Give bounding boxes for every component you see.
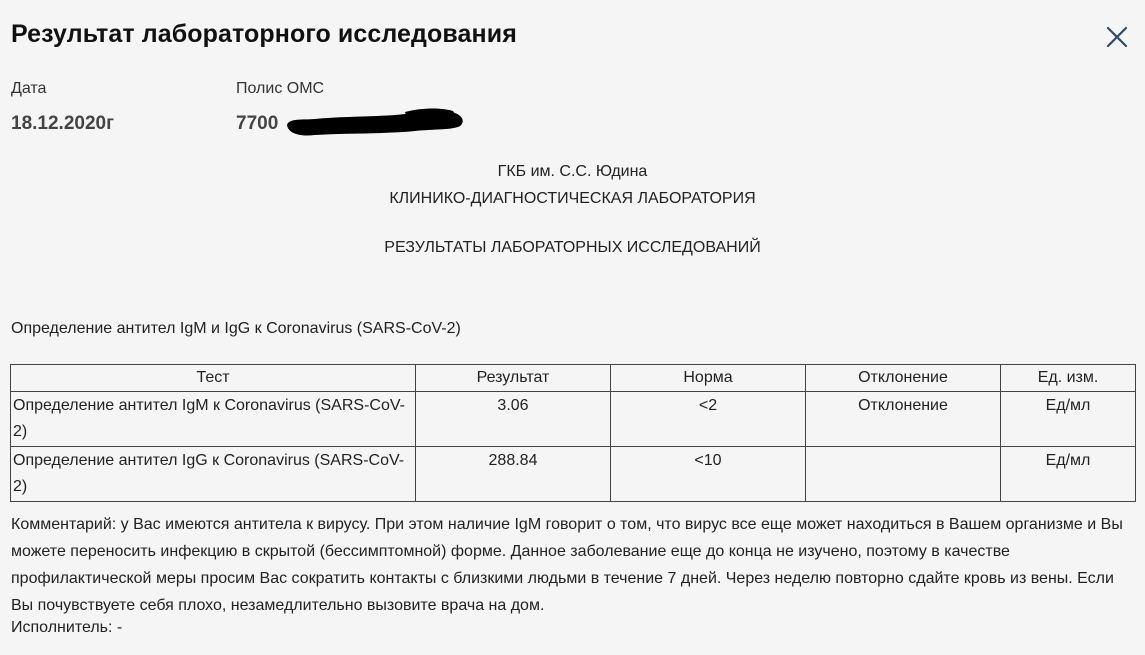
table-row [11,392,1136,447]
result-cell: 3.06 [416,392,611,447]
policy-redaction-mark [285,108,467,145]
results-table [10,364,1136,502]
close-button[interactable] [1105,25,1129,49]
column-header-unit: Ед. изм. [1001,365,1136,392]
unit-cell: Ед/мл [1001,447,1136,502]
column-header-norm: Норма [611,365,806,392]
norm-cell: <2 [611,392,806,447]
table-header-row [11,365,1136,392]
deviation-cell: Отклонение [806,392,1001,447]
policy-label: Полис ОМС [236,80,325,97]
close-icon [1105,25,1129,49]
date-label: Дата [11,80,47,97]
column-header-result: Результат [416,365,611,392]
results-heading: РЕЗУЛЬТАТЫ ЛАБОРАТОРНЫХ ИССЛЕДОВАНИЙ [384,239,761,256]
table-row [11,447,1136,502]
policy-value: 7700 [236,113,279,134]
hospital-name: ГКБ им. С.С. Юдина [497,163,648,180]
deviation-cell [806,447,1001,502]
result-cell: 288.84 [416,447,611,502]
date-value: 18.12.2020г [11,113,115,134]
lab-name: КЛИНИКО-ДИАГНОСТИЧЕСКАЯ ЛАБОРАТОРИЯ [389,190,756,207]
norm-cell: <10 [611,447,806,502]
dialog-title: Результат лабораторного исследования [11,20,517,48]
column-header-deviation: Отклонение [806,365,1001,392]
test-section-title: Определение антител IgM и IgG к Coronavirus (SARS-CoV-2) [11,320,461,337]
test-name-cell: Определение антител IgM к Coronavirus (SARS-CoV-2) [11,392,416,447]
column-header-test: Тест [11,365,416,392]
executor-text: Исполнитель: - [11,619,123,636]
comment-text: Комментарий: у Вас имеются антитела к вирусу. При этом наличие IgM говорит о том, что вирус все еще может находиться в Вашем организме и Вы можете переносить инфекцию в скрытой (бессимптомной) форме. Данное заболевание еще до конца не изучено, поэтому в качестве профилактической меры просим Вас сократить контакты с близкими людьми в течение 7 дней. Через неделю повторно сдайте кровь из вены. Если Вы почувствуете себя плохо, незамедлительно вызовите врача на дом. [11,516,1123,614]
test-name-cell: Определение антител IgG к Coronavirus (SARS-CoV-2) [11,447,416,502]
unit-cell: Ед/мл [1001,392,1136,447]
